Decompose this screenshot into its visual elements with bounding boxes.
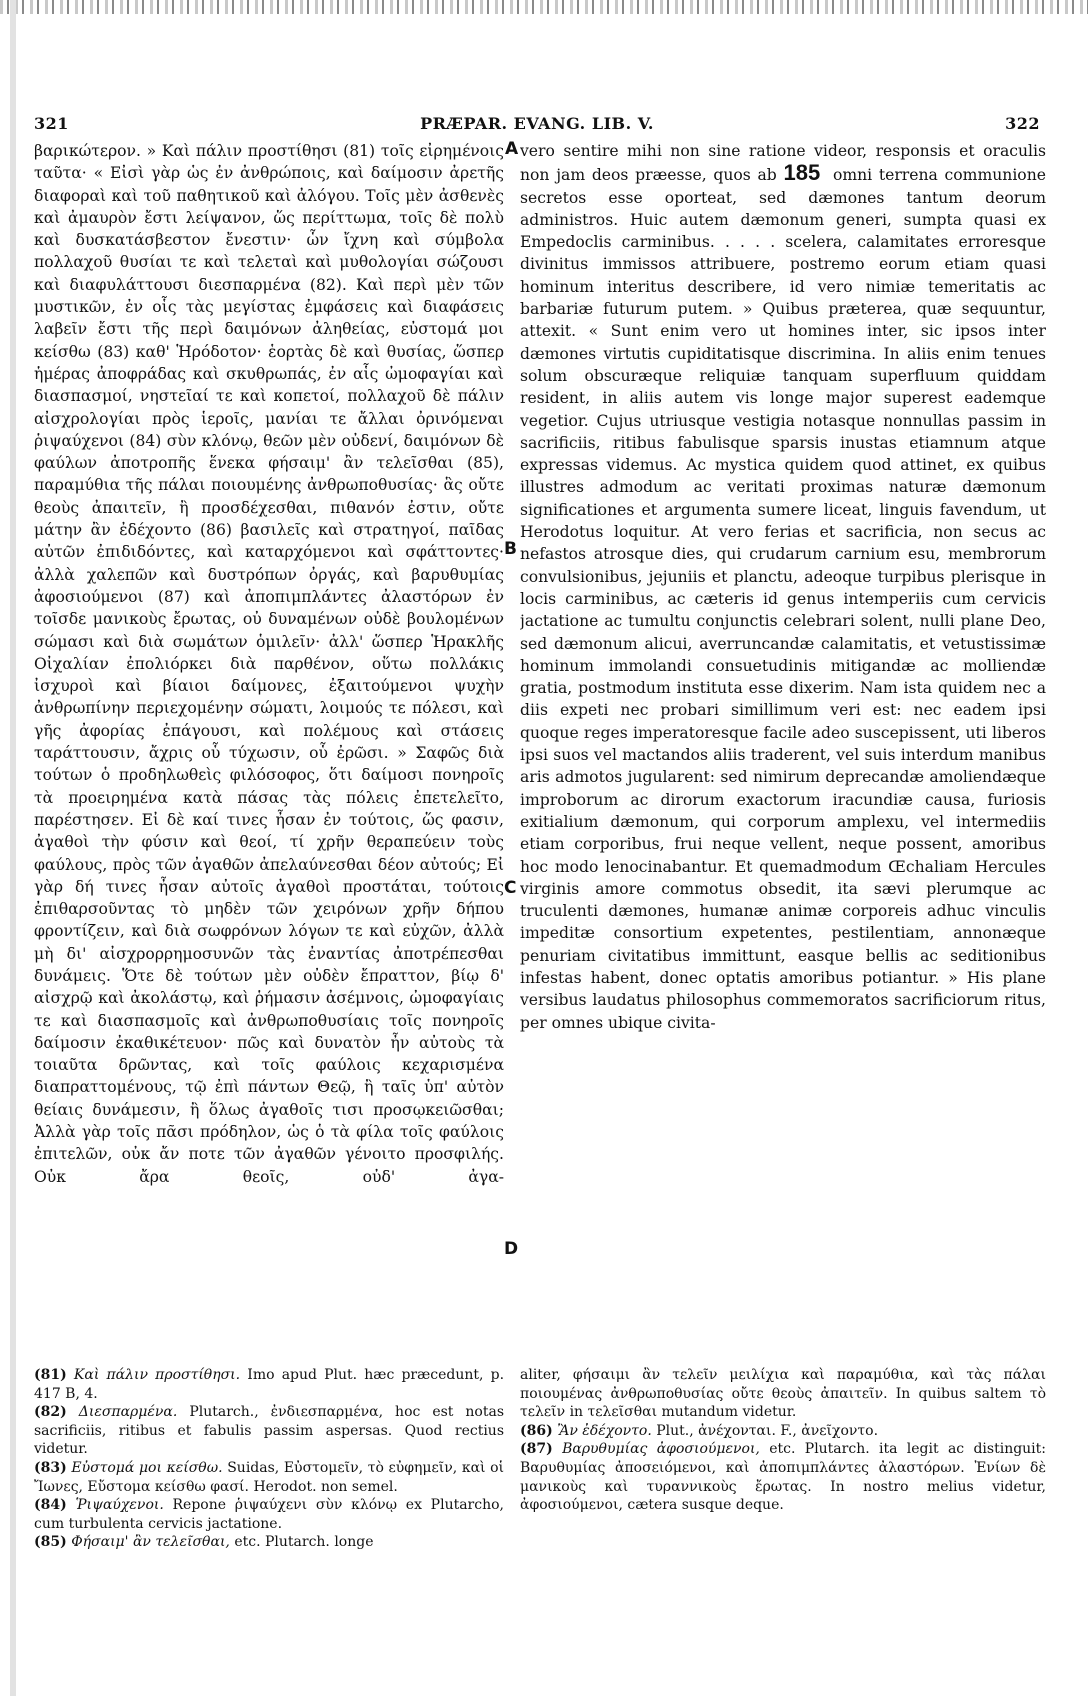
page-number-right: 322 [1005, 114, 1040, 133]
footnote [520, 1440, 1046, 1514]
scan-left-edge [10, 0, 16, 1696]
margin-marker-b: B [504, 539, 517, 559]
footnote-text: Repone ῥιψαύχενι σὺν κλόνῳ ex Plutarcho, cum turbulenta cervicis jactatione. [34, 1497, 504, 1532]
footnote-lemma: Διεσπαρμένα. [78, 1404, 178, 1421]
footnote-lemma: Ῥιψαύχενοι. [75, 1497, 164, 1514]
footnote [520, 1422, 1046, 1441]
page-number-left: 321 [34, 114, 69, 133]
footnote-text: etc. Plutarch. ita legit ac distinguit: Βαρυθυμίας ἀποσειόμενοι, καὶ ἀποπιμπλάντες ἀλαστόρων. Ἐνίων δὲ μανικοὺς καὶ τυραννικοὺς ἔρωτας. In nostro melius videtur, ἀφοσιούμενοι, cætera susque deque. [520, 1441, 1046, 1514]
footnote-lemma: Βαρυθυμίας ἀφοσιούμενοι, [562, 1441, 760, 1458]
footnote-lemma: Εὐστομά μοι κείσθω. [71, 1459, 223, 1476]
footnote [34, 1403, 504, 1459]
latin-text-part-1: vero sentire mihi non sine ratione videor, responsis et oraculis non jam deos præesse, quos ab [520, 142, 1046, 185]
running-title: PRÆPAR. EVANG. LIB. V. [420, 114, 654, 133]
footnote-text: Plutarch., ἐνδιεσπαρμένα, hoc est notas sacrificiis, ritibus et fabulis passim aspersas. Quod rectius videtur. [34, 1404, 504, 1458]
footnote-number: (81) [34, 1367, 67, 1383]
footnote-number: (83) [34, 1459, 67, 1476]
footnote-text: Plut., ἀνέχονται. F., ἀνεῖχοντο. [656, 1422, 879, 1439]
footnotes-right [520, 1366, 1046, 1681]
greek-text-column [34, 140, 504, 1340]
scan-top-edge [0, 0, 1088, 14]
footnote-number: (85) [34, 1534, 67, 1551]
footnote [34, 1496, 504, 1533]
footnote [34, 1533, 504, 1552]
latin-main-text [520, 140, 1046, 1034]
footnote [34, 1366, 504, 1403]
footnote-lemma: Φήσαιμ' ἂν τελεῖσθαι, [71, 1534, 230, 1551]
footnote-text: aliter, φήσαιμι ἂν τελεῖν μειλίχια καὶ παραμύθια, καὶ τὰς πάλαι ποιουμένας ἀνθρωποθυσίας οὔτε θεοὺς ἀπαιτεῖν. In quibus saltem τὸ τελεῖν in τελεῖσθαι mutandum videtur. [520, 1367, 1046, 1421]
margin-marker-d: D [504, 1239, 519, 1259]
footnote-number: (86) [520, 1422, 553, 1439]
footnote-number: (87) [520, 1441, 553, 1458]
margin-marker-c: C [504, 878, 517, 898]
footnote-text: etc. Plutarch. longe [234, 1534, 374, 1551]
footnote-number: (82) [34, 1404, 67, 1421]
footnote-text: Imo apud Plut. hæc præcedunt, p. 417 B, 4. [34, 1367, 504, 1402]
footnote-lemma: Ἂν ἐδέχοντο. [557, 1422, 652, 1439]
greek-main-text: βαρικώτερον. » Καὶ πάλιν προστίθησι (81) τοῖς εἰρημένοις ταῦτα· « Εἰσὶ γὰρ ὡς ἐν ἀνθρώποις, καὶ δαίμοσιν ἀρετῆς διαφοραὶ καὶ τοῦ παθητικοῦ καὶ ἀλόγου. Τοῖς μὲν ἀσθενὲς καὶ ἀμαυρὸν ἔστι λείψανον, ὥς περίττωμα, τοῖς δὲ πολὺ καὶ δυσκατάσβεστον ἔνεστιν· ὧν ἴχνη καὶ σύμβολα πολλαχοῦ θυσίαι τε καὶ τελεταὶ καὶ μυθολογίαι σώζουσι καὶ διαφυλάττουσι διεσπαρμένα (82). Καὶ περὶ μὲν τῶν μυστικῶν, ἐν οἷς τὰς μεγίστας ἐμφάσεις καὶ διαφάσεις λαβεῖν ἔστι τῆς περὶ δαιμόνων ἀληθείας, εὐστομά μοι κείσθω (83) καθ' Ἡρόδοτον· ἑορτὰς δὲ καὶ θυσίας, ὥσπερ ἡμέρας ἀποφράδας καὶ σκυθρωπάς, ἐν αἷς ὠμοφαγίαι καὶ διασπασμοί, νηστεῖαί τε καὶ κοπετοί, πολλαχοῦ δὲ πάλιν αἰσχρολογίαι πρὸς ἱεροῖς, μανίαι τε ἄλλαι ὀρινόμεναι ῥιψαύχενοι (84) σὺν κλόνῳ, θεῶν μὲν οὐδενί, δαιμόνων δὲ φαύλων ἀποτροπῆς ἕνεκα φήσαιμ' ἂν τελεῖσθαι (85), παραμύθια τῆς πάλαι ποιουμένης ἀνθρωποθυσίας· ἃς οὔτε θεοὺς ἀπαιτεῖν, ἢ προσδέχεσθαι, πιθανόν ἐστιν, οὔτε μάτην ἂν ἐδέχοντο (86) βασιλεῖς καὶ στρατηγοί, παῖδας αὐτῶν ἐπιδιδόντες, καὶ καταρχόμενοι καὶ σφάττοντες· ἀλλὰ χαλεπῶν καὶ δυστρόπων ὀργάς, καὶ βαρυθυμίας ἀφοσιούμενοι (87) καὶ ἀποπιμπλάντες ἀλαστόρων ἐν τοῖσδε μανικοὺς ἔρωτας, οὐ δυναμένων οὐδὲ βουλομένων σώμασι καὶ διὰ σωμάτων ὁμιλεῖν· ἀλλ' ὥσπερ Ἡρακλῆς Οἰχαλίαν ἐπολιόρκει διὰ παρθένον, οὕτω πολλάκις ἰσχυροὶ καὶ βίαιοι δαίμονες, ἐξαιτούμενοι ψυχὴν ἀνθρωπίνην περιεχομένην σώματι, λοιμούς τε πόλεσι, καὶ γῆς ἀφορίας ἐπάγουσι, καὶ πολέμους καὶ στάσεις ταράττουσιν, ἄχρις οὗ τύχωσιν, οὗ ἐρῶσι. » Σαφῶς διὰ τούτων ὁ προδηλωθεὶς φιλόσοφος, ὅτι δαίμοσι πονηροῖς τὰ προειρημένα κατὰ πάσας τὰς πόλεις ἐπετελεῖτο, παρέστησεν. Εἰ δὲ καί τινες ἦσαν ἐν τούτοις, ὥς φασιν, ἀγαθοὶ τὴν φύσιν καὶ θεοί, τί χρῆν θεραπεύειν τοὺς φαύλους, πρὸς τῶν ἀγαθῶν ἀπελαύνεσθαι δέον αὐτούς; Εἰ γὰρ δή τινες ἦσαν αὐτοῖς ἀγαθοὶ προστάται, τούτοις ἐπιθαρσοῦντας τὸ μηδὲν τῶν χειρόνων χρῆν δήπου φροντίζειν, καὶ διὰ σωφρόνων λόγων τε καὶ εὐχῶν, ἀλλὰ μὴ δι' αἰσχρορρημοσυνῶν τὰς ἐναντίας ἀποτρέπεσθαι δυνάμεις. Ὅτε δὲ τούτων μὲν οὐδὲν ἔπραττον, βίῳ δ' αἰσχρῷ καὶ ἀκολάστῳ, καὶ ῥήμασιν ἀσέμνοις, ὠμοφαγίαις τε καὶ διασπασμοῖς καὶ ἀνθρωποθυσίαις τοῖς πονηροῖς δαίμοσιν ἐκαθικέτευον· πῶς καὶ δυνατὸν ἦν αὐτοὺς τὰ τοιαῦτα δρῶντας, καὶ τοῖς φαύλοις κεχαρισμένα διαπραττομένους, τῷ ἐπὶ πάντων Θεῷ, ἢ ταῖς ὑπ' αὐτὸν θείαις δυνάμεσιν, ἢ ὅλως ἀγαθοῖς τισι προσῳκειῶσθαι; Ἀλλὰ γὰρ τοῖς πᾶσι πρόδηλον, ὡς ὁ τὰ φίλα τοῖς φαύλοις ἐπιτελῶν, οὐκ ἄν ποτε τῶν ἀγαθῶν γένοιτο προσφιλής. Οὐκ ἄρα θεοῖς, οὐδ' ἀγα- [34, 142, 504, 1186]
footnote-text: Suidas, Εὐστομεῖν, τὸ εὐφημεῖν, καὶ οἱ Ἴωνες, Εὔστομα κείσθω φασί. Herodot. non semel. [34, 1459, 504, 1495]
footnote-number: (84) [34, 1497, 67, 1514]
latin-text-column [520, 140, 1046, 1340]
margin-marker-a: A [505, 139, 519, 159]
footnotes-left [34, 1366, 504, 1681]
footnote-lemma: Καὶ πάλιν προστίθησι. [73, 1367, 241, 1383]
footnote [520, 1366, 1046, 1422]
footnote [34, 1459, 504, 1496]
running-header [34, 114, 1040, 138]
latin-text-part-2: omni terrena communione secretos esse oporteat, sed dæmones tantum deorum administros. Huic autem dæmonum generi, sumpta quasi ex Empedoclis carminibus. . . . . scelera, calamitates erroresque divinitus immissos attribuere, postremo eorum etiam quasi hominum interitus describere, id vero nimiæ temeritatis ac barbariæ futurum putem. » Quibus præterea, quæ sequuntur, attexit. « Sunt enim vero ut homines inter, sic ipsos inter dæmones virtutis cupiditatisque discrimina. In aliis enim tenues solum obscuræque reliquiæ tanquam superfluum quiddam resident, in aliis autem vis longe major superest eademque vegetior. Cujus utriusque vestigia notasque nonnullas passim in sacrificiis, ritibus fabulisque sparsis inustas etiamnum atque expressas videmus. Ac mystica quidem quod attinet, ex quibus illustres admodum ac veritati proximas naturæ dæmonum significationes et argumenta sumere liceat, linguis favendum, ut Herodotus loquitur. At vero ferias et sacrificia, non secus ac nefastos atrosque dies, qui crudarum carnium esu, membrorum convulsionibus, jejuniis et planctu, adeoque turpibus plerisque in locis carminibus, ac cæteris id genus intemperiis cum cervicis jactatione ac tumultu conjunctis celebrari solent, nulli plane Deo, sed dæmonum alicui, averruncandæ calamitatis, et vetustissimæ hominum immolandi consuetudinis mitigandæ ac molliendæ gratia, postmodum instituta esse dixerim. Nam ista quidem nec a diis expeti nec probari simillimum veri est: nec eadem ipsi quoque reges imperatoresque facile adeo suscepissent, uti liberos ipsi suos vel mactandos aliis traderent, vel suis interdum manibus aris admotos jugularent: sed nimirum deprecandæ amoliendæque improborum ac dirorum exactorum iracundiæ causa, furiosis exitialium dæmonum, qui corporum amplexu, vel intermediis etiam corporibus, frui neque vellent, neque possent, amoribus hoc modo lenocinabantur. Et quemadmodum Œchaliam Hercules virginis amore commotus obsedit, ita sævi plerumque ac truculenti dæmones, humanæ animæ corporeis adhuc vinculis impeditæ consortium expetentes, pestilentiam, annonæque penuriam civitatibus immittunt, easque bellis ac seditionibus infestas habent, donec optatis amoribus potiantur. » His plane versibus laudatus philosophus commemoratos sacrificiorum ritus, per omnes ubique civita- [520, 166, 1046, 1032]
edition-page-number: 185 [783, 160, 821, 186]
